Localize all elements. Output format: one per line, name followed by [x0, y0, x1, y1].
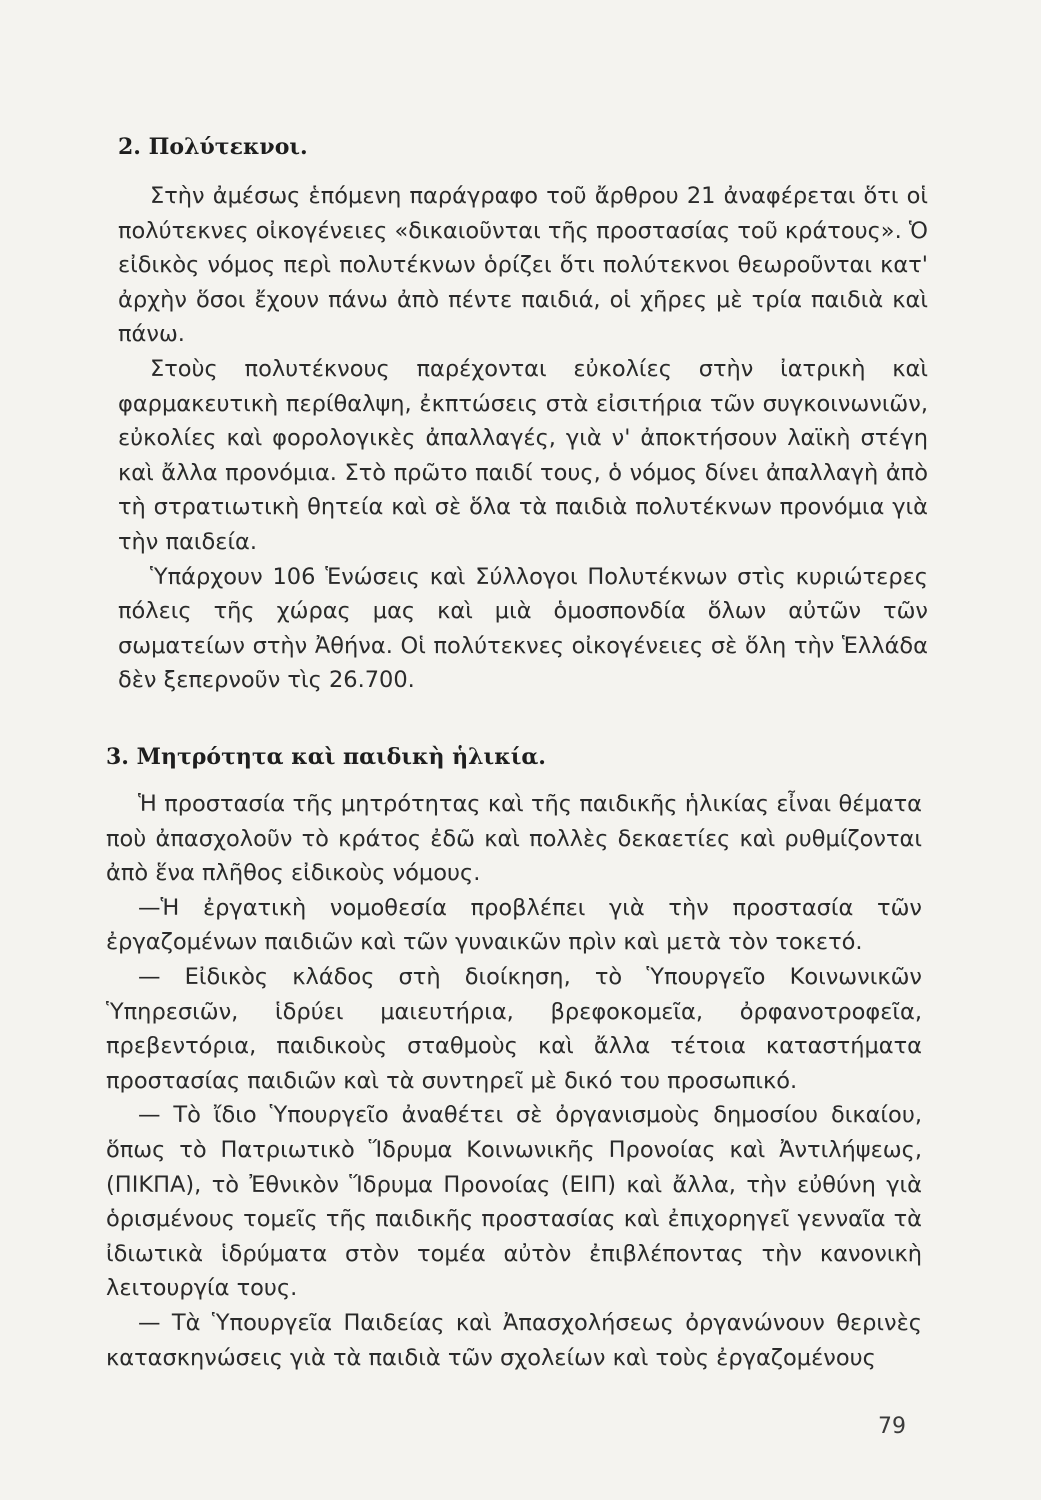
- section-heading-mitrotita: 3. Μητρότητα καὶ παιδικὴ ἡλικία.: [106, 744, 546, 770]
- paragraph: Ὑπάρχουν 106 Ἑνώσεις καὶ Σύλλογοι Πολυτέκνων στὶς κυριώτερες πόλεις τῆς χώρας μας καὶ μιὰ ὁμοσπονδία ὅλων αὐτῶν τῶν σωματείων στὴν Ἀθήνα. Οἱ πολύτεκνες οἰκογένειες σὲ ὅλη τὴν Ἑλλάδα δὲν ξεπερνοῦν τὶς 26.700.: [118, 563, 928, 694]
- page-number: 79: [878, 1414, 906, 1439]
- section-body-mitrotita: [106, 787, 922, 1375]
- paragraph: — Τὸ ἴδιο Ὑπουργεῖο ἀναθέτει σὲ ὀργανισμοὺς δημοσίου δικαίου, ὅπως τὸ Πατριωτικὸ Ἵδρυμα Κοινωνικῆς Προνοίας καὶ Ἀντιλήψεως, (ΠΙΚΠΑ), τὸ Ἐθνικὸν Ἵδρυμα Προνοίας (ΕΙΠ) καὶ ἄλλα, τὴν εὐθύνη γιὰ ὁρισμένους τομεῖς τῆς παιδικῆς προστασίας καὶ ἐπιχορηγεῖ γενναῖα τὰ ἰδιωτικὰ ἱδρύματα στὸν τομέα αὐτὸν ἐπιβλέποντας τὴν κανονικὴ λειτουργία τους.: [106, 1102, 922, 1302]
- paragraph: — Εἰδικὸς κλάδος στὴ διοίκηση, τὸ Ὑπουργεῖο Κοινωνικῶν Ὑπηρεσιῶν, ἱδρύει μαιευτήρια, βρεφοκομεῖα, ὀρφανοτροφεῖα, πρεβεντόρια, παιδικοὺς σταθμοὺς καὶ ἄλλα τέτοια καταστήματα προστασίας παιδιῶν καὶ τὰ συντηρεῖ μὲ δικό του προσωπικό.: [106, 963, 922, 1094]
- paragraph: Στὴν ἀμέσως ἑπόμενη παράγραφο τοῦ ἄρθρου 21 ἀναφέρεται ὅτι οἱ πολύτεκνες οἰκογένειες «δικαιοῦνται τῆς προστασίας τοῦ κράτους». Ὁ εἰδικὸς νόμος περὶ πολυτέκνων ὁρίζει ὅτι πολύτεκνοι θεωροῦνται κατ' ἀρχὴν ὅσοι ἔχουν πάνω ἀπὸ πέντε παιδιά, οἱ χῆρες μὲ τρία παιδιὰ καὶ πάνω.: [118, 183, 928, 348]
- paragraph: —Ἡ ἐργατικὴ νομοθεσία προβλέπει γιὰ τὴν προστασία τῶν ἐργαζομένων παιδιῶν καὶ τῶν γυναικῶν πρὶν καὶ μετὰ τὸν τοκετό.: [106, 894, 922, 956]
- paragraph: Ἡ προστασία τῆς μητρότητας καὶ τῆς παιδικῆς ἡλικίας εἶναι θέματα ποὺ ἀπασχολοῦν τὸ κράτος ἐδῶ καὶ πολλὲς δεκαετίες καὶ ρυθμίζονται ἀπὸ ἕνα πλῆθος εἰδικοὺς νόμους.: [106, 791, 922, 887]
- paragraph: Στοὺς πολυτέκνους παρέχονται εὐκολίες στὴν ἰατρικὴ καὶ φαρμακευτικὴ περίθαλψη, ἐκπτώσεις στὰ εἰσιτήρια τῶν συγκοινωνιῶν, εὐκολίες καὶ φορολογικὲς ἀπαλλαγές, γιὰ ν' ἀποκτήσουν λαϊκὴ στέγη καὶ ἄλλα προνόμια. Στὸ πρῶτο παιδί τους, ὁ νόμος δίνει ἀπαλλαγὴ ἀπὸ τὴ στρατιωτικὴ θητεία καὶ σὲ ὅλα τὰ παιδιὰ πολυτέκνων προνόμια γιὰ τὴν παιδεία.: [118, 355, 928, 555]
- section-heading-polyteknoi: 2. Πολύτεκνοι.: [118, 134, 308, 160]
- section-body-polyteknoi: [118, 179, 928, 698]
- paragraph: — Τὰ Ὑπουργεῖα Παιδείας καὶ Ἀπασχολήσεως ὀργανώνουν θερινὲς κατασκηνώσεις γιὰ τὰ παιδιὰ τῶν σχολείων καὶ τοὺς ἐργαζομένους: [106, 1309, 922, 1371]
